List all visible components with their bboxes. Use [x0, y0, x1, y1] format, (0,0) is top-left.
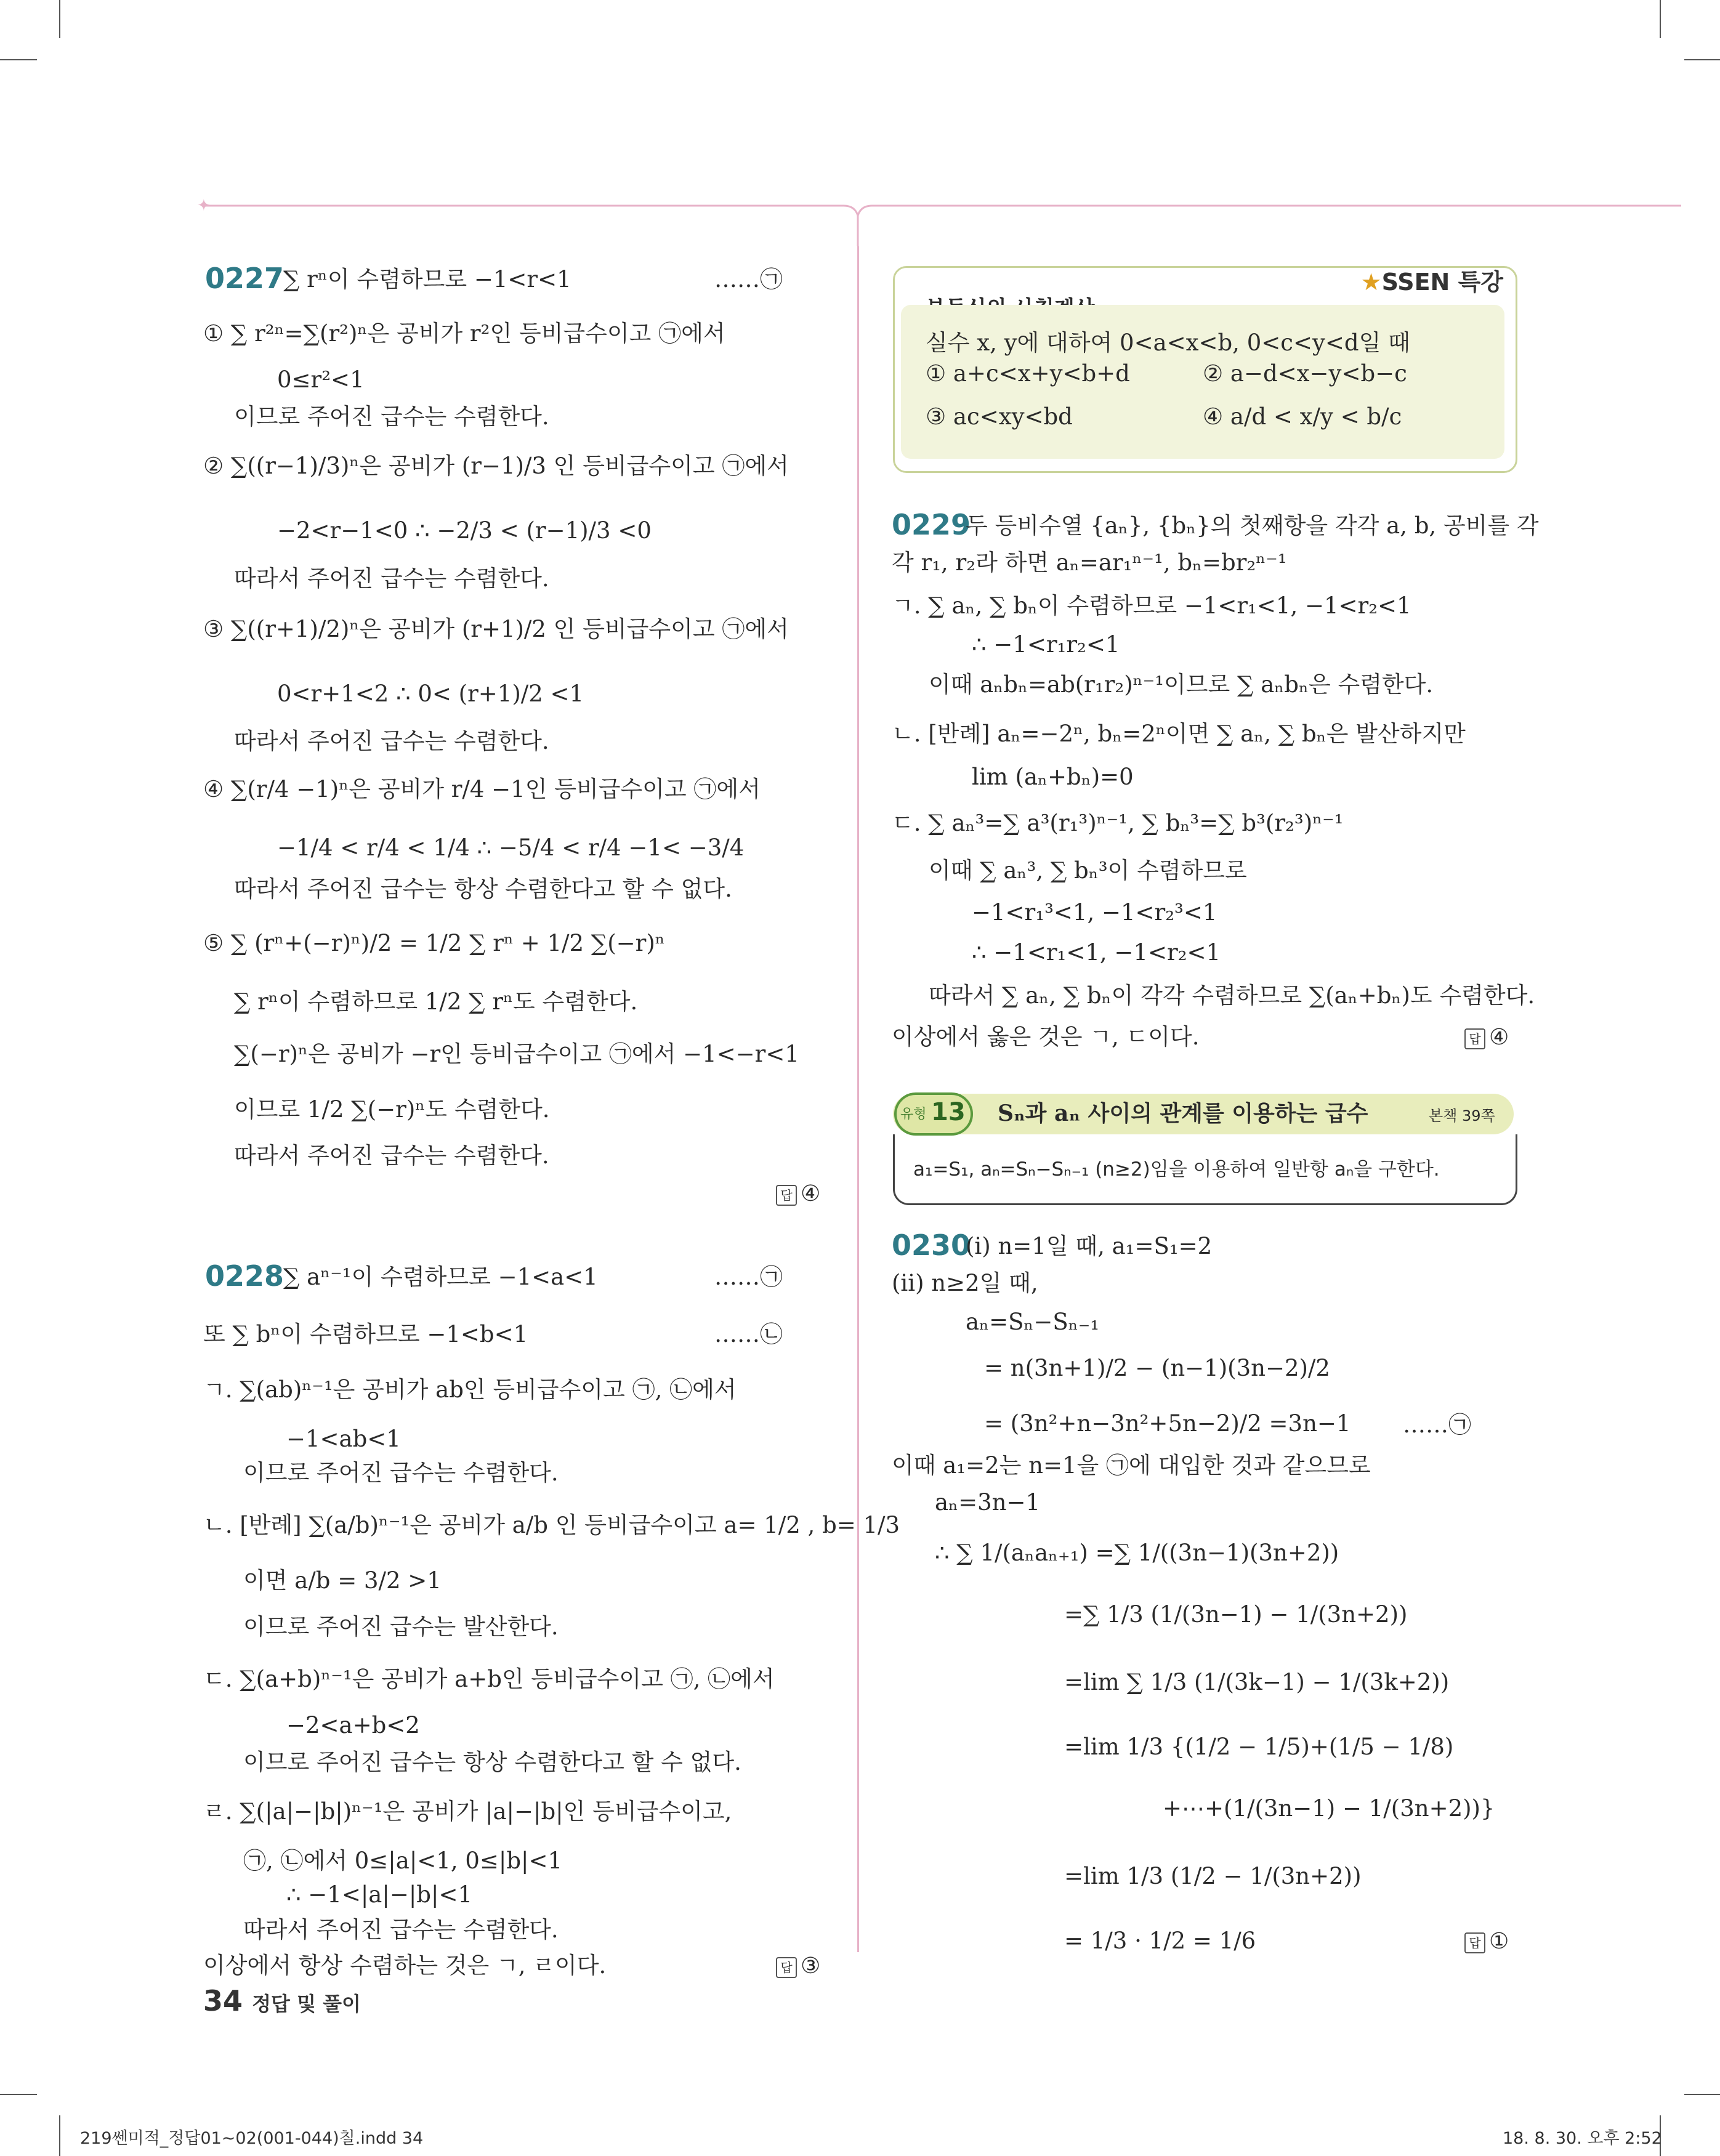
solution-line: −1/4 < r/4 < 1/4 ∴ −5/4 < r/4 −1< −3/4: [277, 834, 745, 861]
ssen-special-box: [893, 266, 1517, 473]
solution-line: ㄹ. ∑(|a|−|b|)ⁿ⁻¹은 공비가 |a|−|b|인 등비급수이고,: [203, 1798, 732, 1825]
solution-line: −2<r−1<0 ∴ −2/3 < (r−1)/3 <0: [277, 517, 652, 544]
solution-line: 이상에서 옳은 것은 ㄱ, ㄷ이다.: [892, 1023, 1200, 1050]
solution-line: 이때 aₙbₙ=ab(r₁r₂)ⁿ⁻¹이므로 ∑ aₙbₙ은 수렴한다.: [929, 671, 1434, 698]
box-line: ④ a/d < x/y < b/c: [1203, 403, 1402, 430]
answer-icon: 답: [776, 1185, 797, 1206]
equation-marker: ……㉠: [1403, 1411, 1471, 1438]
solution-line: ⑤ ∑ (rⁿ+(−r)ⁿ)/2 = 1/2 ∑ rⁿ + 1/2 ∑(−r)ⁿ: [203, 930, 665, 956]
box-line: ③ ac<xy<bd: [926, 403, 1073, 430]
solution-line: =lim 1/3 {(1/2 − 1/5)+(1/5 − 1/8): [1064, 1734, 1454, 1760]
solution-line: +⋯+(1/(3n−1) − 1/(3n+2))}: [1163, 1795, 1495, 1822]
solution-line: 이상에서 항상 수렴하는 것은 ㄱ, ㄹ이다.: [203, 1952, 607, 1979]
solution-line: ∑ rⁿ이 수렴하므로 1/2 ∑ rⁿ도 수렴한다.: [234, 988, 638, 1015]
solution-line: 따라서 주어진 급수는 수렴한다.: [243, 1916, 559, 1943]
solution-line: ㄷ. ∑(a+b)ⁿ⁻¹은 공비가 a+b인 등비급수이고 ㉠, ㉡에서: [203, 1666, 775, 1692]
date-slug: 18. 8. 30. 오후 2:52: [1503, 2129, 1662, 2148]
solution-line: 이면 a/b = 3/2 >1: [243, 1567, 442, 1594]
answer-badge: [1464, 1025, 1509, 1050]
topic-number: 13: [931, 1098, 966, 1126]
equation-marker: ……㉠: [714, 1264, 783, 1290]
page-number: 34: [203, 1984, 243, 2017]
equation-marker: ……㉠: [714, 266, 783, 293]
solution-line: 0≤r²<1: [277, 366, 365, 393]
solution-line: 이므로 1/2 ∑(−r)ⁿ도 수렴한다.: [234, 1096, 550, 1123]
solution-line: (ii) n≥2일 때,: [892, 1270, 1038, 1296]
crop-mark: [0, 59, 37, 60]
solution-line: ∑ aⁿ⁻¹이 수렴하므로 −1<a<1: [283, 1264, 598, 1290]
solution-line: 각 r₁, r₂라 하면 aₙ=ar₁ⁿ⁻¹, bₙ=br₂ⁿ⁻¹: [892, 549, 1287, 576]
solution-line: 두 등비수열 {aₙ}, {bₙ}의 첫째항을 각각 a, b, 공비를 각: [966, 512, 1539, 539]
solution-line: ② ∑((r−1)/3)ⁿ은 공비가 (r−1)/3 인 등비급수이고 ㉠에서: [203, 453, 789, 479]
solution-line: ∑ rⁿ이 수렴하므로 −1<r<1: [283, 266, 571, 293]
solution-line: 0<r+1<2 ∴ 0< (r+1)/2 <1: [277, 680, 584, 707]
solution-line: lim (aₙ+bₙ)=0: [972, 764, 1134, 790]
section-label: 정답 및 풀이: [252, 1992, 361, 2016]
solution-line: ∴ ∑ 1/(aₙaₙ₊₁) =∑ 1/((3n−1)(3n+2)): [935, 1540, 1339, 1566]
solution-line: 이므로 주어진 급수는 수렴한다.: [243, 1460, 559, 1486]
solution-line: ④ ∑(r/4 −1)ⁿ은 공비가 r/4 −1인 등비급수이고 ㉠에서: [203, 776, 761, 802]
solution-line: 따라서 ∑ aₙ, ∑ bₙ이 각각 수렴하므로 ∑(aₙ+bₙ)도 수렴한다.: [929, 982, 1535, 1009]
answer-badge: [776, 1953, 820, 1979]
solution-line: ㄷ. ∑ aₙ³=∑ a³(r₁³)ⁿ⁻¹, ∑ bₙ³=∑ b³(r₂³)ⁿ⁻¹: [892, 810, 1344, 836]
crop-mark: [1684, 59, 1720, 60]
solution-line: = (3n²+n−3n²+5n−2)/2 =3n−1: [984, 1410, 1351, 1437]
solution-line: (i) n=1일 때, a₁=S₁=2: [966, 1233, 1213, 1259]
page-footer: [203, 1984, 361, 2017]
header-rule: [197, 197, 1687, 246]
solution-line: = n(3n+1)/2 − (n−1)(3n−2)/2: [984, 1355, 1330, 1381]
solution-line: ㄱ. ∑ aₙ, ∑ bₙ이 수렴하므로 −1<r₁<1, −1<r₂<1: [892, 592, 1411, 619]
topic-title: Sₙ과 aₙ 사이의 관계를 이용하는 급수: [998, 1100, 1368, 1126]
solution-line: aₙ=3n−1: [935, 1489, 1040, 1516]
topic-description-box: [893, 1134, 1517, 1205]
solution-line: 이므로 주어진 급수는 발산한다.: [243, 1613, 559, 1640]
solution-line: 이때 a₁=2는 n=1을 ㉠에 대입한 것과 같으므로: [892, 1452, 1371, 1479]
solution-line: =lim 1/3 (1/2 − 1/(3n+2)): [1064, 1863, 1362, 1889]
solution-line: = 1/3 · 1/2 = 1/6: [1064, 1928, 1256, 1954]
answer-badge: [1464, 1929, 1509, 1954]
star-icon: ★: [1360, 268, 1382, 296]
topic-banner: [893, 1094, 1514, 1134]
box-line: ① a+c<x+y<b+d: [926, 360, 1130, 387]
ssen-badge-label: SSEN 특강: [1381, 268, 1503, 296]
solution-line: 이때 ∑ aₙ³, ∑ bₙ³이 수렴하므로: [929, 857, 1247, 884]
svg-text:✦: ✦: [197, 197, 211, 215]
solution-line: 이므로 주어진 급수는 수렴한다.: [234, 403, 549, 430]
solution-line: aₙ=Sₙ−Sₙ₋₁: [966, 1309, 1100, 1335]
solution-line: ∴ −1<r₁r₂<1: [972, 631, 1120, 658]
topic-tag: 유형: [900, 1107, 927, 1122]
answer-icon: 답: [776, 1957, 797, 1978]
column-divider: [857, 246, 859, 1952]
solution-line: 따라서 주어진 급수는 수렴한다.: [234, 565, 549, 592]
solution-line: 따라서 주어진 급수는 수렴한다.: [234, 728, 549, 754]
answer-value: ④: [801, 1181, 821, 1206]
solution-line: ∑(−r)ⁿ은 공비가 −r인 등비급수이고 ㉠에서 −1<−r<1: [234, 1041, 799, 1067]
topic-number-badge: [894, 1092, 973, 1136]
crop-mark: [59, 2115, 60, 2156]
solution-line: ㄴ. [반례] ∑(a/b)ⁿ⁻¹은 공비가 a/b 인 등비급수이고 a= 1/2 , b= 1/3: [203, 1512, 900, 1538]
ssen-badge: [1360, 263, 1503, 297]
crop-mark: [1660, 0, 1661, 38]
box-line: ② a−d<x−y<b−c: [1203, 360, 1407, 387]
solution-line: 또 ∑ bⁿ이 수렴하므로 −1<b<1: [203, 1321, 528, 1347]
answer-icon: 답: [1464, 1932, 1485, 1953]
solution-line: ∴ −1<r₁<1, −1<r₂<1: [972, 939, 1221, 966]
topic-description: a₁=S₁, aₙ=Sₙ−Sₙ₋₁ (n≥2)임을 이용하여 일반항 aₙ을 구한다.: [913, 1158, 1440, 1181]
solution-line: =∑ 1/3 (1/(3n−1) − 1/(3n+2)): [1064, 1601, 1408, 1628]
problem-number: 0227: [205, 262, 285, 295]
crop-mark: [59, 0, 60, 38]
answer-value: ③: [801, 1953, 821, 1979]
solution-line: ① ∑ r²ⁿ=∑(r²)ⁿ은 공비가 r²인 등비급수이고 ㉠에서: [203, 320, 725, 347]
solution-line: −2<a+b<2: [286, 1712, 420, 1738]
solution-line: −1<ab<1: [286, 1426, 401, 1452]
solution-line: =lim ∑ 1/3 (1/(3k−1) − 1/(3k+2)): [1064, 1669, 1450, 1695]
answer-badge: [776, 1181, 820, 1206]
solution-line: ㄴ. [반례] aₙ=−2ⁿ, bₙ=2ⁿ이면 ∑ aₙ, ∑ bₙ은 발산하지만: [892, 721, 1466, 747]
solution-line: 따라서 주어진 급수는 수렴한다.: [234, 1142, 549, 1169]
answer-icon: 답: [1464, 1028, 1485, 1049]
file-slug: 219쎈미적_정답01~02(001-044)칠.indd 34: [80, 2129, 424, 2148]
solution-line: 이므로 주어진 급수는 항상 수렴한다고 할 수 없다.: [243, 1749, 741, 1775]
solution-line: ㄱ. ∑(ab)ⁿ⁻¹은 공비가 ab인 등비급수이고 ㉠, ㉡에서: [203, 1376, 737, 1403]
box-line: 실수 x, y에 대하여 0<a<x<b, 0<c<y<d일 때: [926, 329, 1410, 356]
solution-line: 따라서 주어진 급수는 항상 수렴한다고 할 수 없다.: [234, 876, 732, 902]
problem-number: 0229: [892, 508, 971, 541]
solution-line: ③ ∑((r+1)/2)ⁿ은 공비가 (r+1)/2 인 등비급수이고 ㉠에서: [203, 616, 789, 642]
crop-mark: [1684, 2094, 1720, 2095]
crop-mark: [0, 2094, 37, 2095]
solution-line: ㉠, ㉡에서 0≤|a|<1, 0≤|b|<1: [243, 1847, 563, 1874]
answer-value: ④: [1489, 1025, 1509, 1050]
solution-line: −1<r₁³<1, −1<r₂³<1: [972, 899, 1217, 926]
problem-number: 0230: [892, 1229, 971, 1262]
solution-line: ∴ −1<|a|−|b|<1: [286, 1881, 472, 1908]
problem-number: 0228: [205, 1259, 285, 1293]
answer-value: ①: [1489, 1929, 1509, 1954]
textbook-reference: 본책 39쪽: [1429, 1107, 1495, 1124]
equation-marker: ……㉡: [714, 1321, 783, 1347]
